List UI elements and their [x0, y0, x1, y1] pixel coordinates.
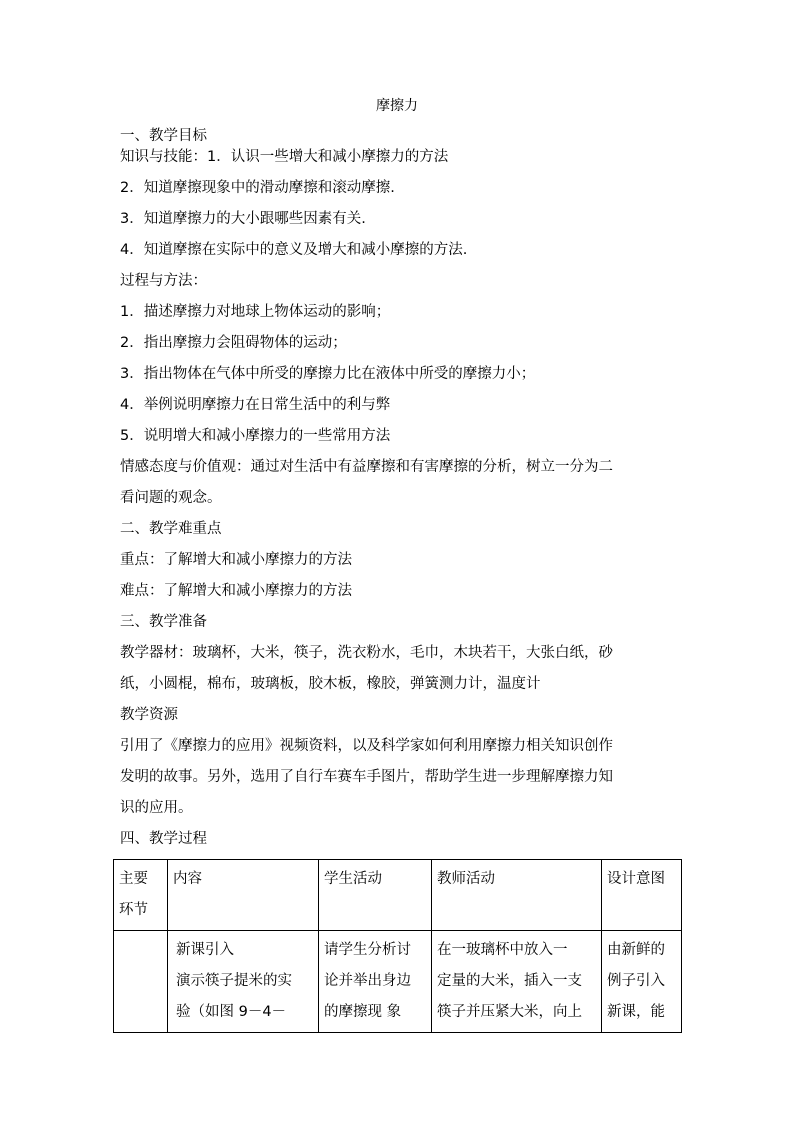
header-cell-step: 主要 环节 — [114, 860, 168, 931]
prep-heading: 三、教学准备 — [120, 614, 207, 630]
cell-step — [114, 931, 168, 1033]
resources-line: 引用了《摩擦力的应用》视频资料，以及科学家如何利用摩擦力相关知识创作 — [120, 738, 613, 754]
cell-teacher: 在一玻璃杯中放入一 定量的大米，插入一支 筷子并压紧大米，向上 — [432, 931, 602, 1033]
cell-student: 请学生分析讨 论并举出身边 的摩擦现 象 — [319, 931, 432, 1033]
resources-line: 识的应用。 — [120, 800, 193, 816]
knowledge-item: 3．知道摩擦力的大小跟哪些因素有关. — [120, 211, 366, 227]
process-item: 1．描述摩擦力对地球上物体运动的影响； — [120, 304, 391, 320]
cell-content: 新课引入 演示筷子提米的实 验（如图 9－4－ — [168, 931, 319, 1033]
page-title: 摩擦力 — [376, 98, 418, 114]
emotion-line: 看问题的观念。 — [120, 490, 222, 506]
knowledge-item: 2．知道摩擦现象中的滑动摩擦和滚动摩擦. — [120, 180, 395, 196]
process-item: 2．指出摩擦力会阻碍物体的运动； — [120, 335, 347, 351]
header-cell-content: 内容 — [168, 860, 319, 931]
equipment-line: 纸，小圆棍，棉布，玻璃板，胶木板，橡胶，弹簧测力计，温度计 — [120, 676, 541, 692]
process-heading: 过程与方法： — [120, 273, 207, 289]
teaching-process-table — [113, 859, 682, 1033]
equipment-line: 教学器材：玻璃杯，大米，筷子，洗衣粉水，毛巾，木块若干，大张白纸，砂 — [120, 645, 613, 661]
knowledge-item: 4．知道摩擦在实际中的意义及增大和减小摩擦的方法. — [120, 242, 468, 258]
process-item: 5．说明增大和减小摩擦力的一些常用方法 — [120, 428, 391, 444]
difficulty-line: 难点：了解增大和减小摩擦力的方法 — [120, 583, 352, 599]
emotion-line: 情感态度与价值观：通过对生活中有益摩擦和有害摩擦的分析，树立一分为二 — [120, 459, 613, 475]
cell-intent: 由新鲜的 例子引入 新课，能 — [602, 931, 682, 1033]
process-item: 3．指出物体在气体中所受的摩擦力比在液体中所受的摩擦力小； — [120, 366, 536, 382]
header-cell-student: 学生活动 — [319, 860, 432, 931]
resources-line: 发明的故事。另外，选用了自行车赛车手图片，帮助学生进一步理解摩擦力知 — [120, 769, 613, 785]
process-item: 4．举例说明摩擦力在日常生活中的利与弊 — [120, 397, 391, 413]
objectives-heading: 一、教学目标 — [120, 128, 207, 144]
table-row — [114, 931, 682, 1033]
teaching-process-heading: 四、教学过程 — [120, 831, 207, 847]
knowledge-line: 知识与技能：1．认识一些增大和减小摩擦力的方法 — [120, 149, 449, 165]
document-body — [120, 126, 680, 850]
header-cell-teacher: 教师活动 — [432, 860, 602, 931]
focus-line: 重点：了解增大和减小摩擦力的方法 — [120, 552, 352, 568]
table-header-row — [114, 860, 682, 931]
resources-heading: 教学资源 — [120, 707, 178, 723]
header-cell-intent: 设计意图 — [602, 860, 682, 931]
keypoints-heading: 二、教学难重点 — [120, 521, 222, 537]
